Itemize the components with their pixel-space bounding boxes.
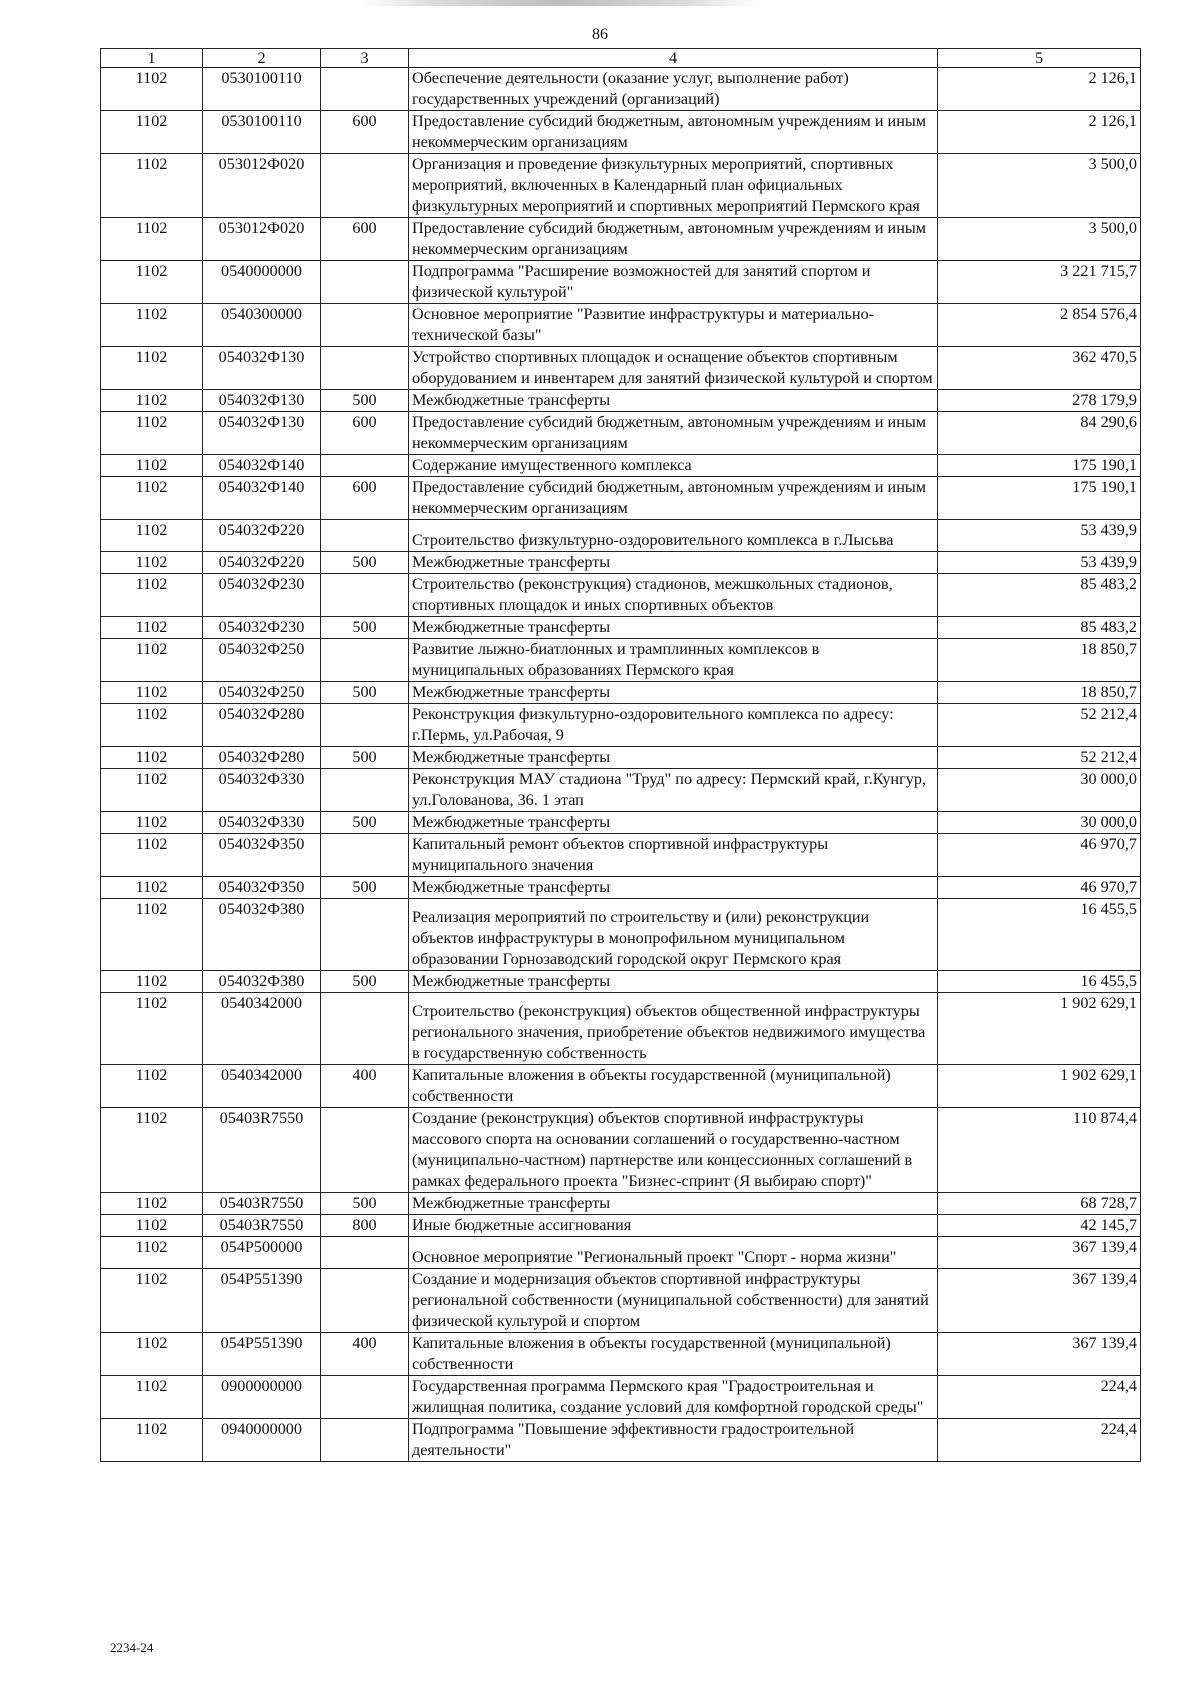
item-name-cell: Реконструкция МАУ стадиона "Труд" по адресу: Пермский край, г.Кунгур, ул.Голованова, 36. 1 этап <box>409 769 938 812</box>
amount-cell: 175 190,1 <box>938 477 1141 520</box>
section-cell: 1102 <box>101 347 203 390</box>
page-number: 86 <box>592 26 608 43</box>
table-row <box>101 218 1141 261</box>
expense-type-cell <box>321 1376 409 1419</box>
amount-cell: 52 212,4 <box>938 704 1141 747</box>
scan-artifact <box>360 0 760 6</box>
amount-cell: 367 139,4 <box>938 1269 1141 1333</box>
amount-cell: 46 970,7 <box>938 877 1141 899</box>
item-name-cell: Предоставление субсидий бюджетным, автономным учреждениям и иным некоммерческим организациям <box>409 412 938 455</box>
section-cell: 1102 <box>101 261 203 304</box>
code-cell: 054032Ф140 <box>203 477 321 520</box>
code-cell: 0540300000 <box>203 304 321 347</box>
expense-type-cell: 600 <box>321 477 409 520</box>
amount-cell: 53 439,9 <box>938 552 1141 574</box>
item-name-cell: Предоставление субсидий бюджетным, автономным учреждениям и иным некоммерческим организациям <box>409 218 938 261</box>
section-cell: 1102 <box>101 1376 203 1419</box>
expense-type-cell: 600 <box>321 412 409 455</box>
section-cell: 1102 <box>101 899 203 971</box>
expense-type-cell <box>321 1419 409 1462</box>
section-cell: 1102 <box>101 639 203 682</box>
table-row <box>101 574 1141 617</box>
item-name-cell: Капитальный ремонт объектов спортивной инфраструктуры муниципального значения <box>409 834 938 877</box>
amount-cell: 367 139,4 <box>938 1333 1141 1376</box>
table-row <box>101 704 1141 747</box>
expense-type-cell <box>321 347 409 390</box>
item-name-cell: Межбюджетные трансферты <box>409 812 938 834</box>
section-cell: 1102 <box>101 1237 203 1269</box>
section-cell: 1102 <box>101 390 203 412</box>
amount-cell: 224,4 <box>938 1419 1141 1462</box>
code-cell: 0540342000 <box>203 993 321 1065</box>
item-name-cell: Организация и проведение физкультурных мероприятий, спортивных мероприятий, включенных в Календарный план официальных физкультурных мероприятий и спортивных мероприятий Пермского края <box>409 154 938 218</box>
expense-type-cell: 500 <box>321 390 409 412</box>
table-row <box>101 993 1141 1065</box>
table-row <box>101 834 1141 877</box>
code-cell: 054032Ф280 <box>203 704 321 747</box>
item-name-cell: Предоставление субсидий бюджетным, автономным учреждениям и иным некоммерческим организациям <box>409 477 938 520</box>
table-header-row <box>101 49 1141 68</box>
amount-cell: 367 139,4 <box>938 1237 1141 1269</box>
section-cell: 1102 <box>101 769 203 812</box>
item-name-cell: Предоставление субсидий бюджетным, автономным учреждениям и иным некоммерческим организациям <box>409 111 938 154</box>
amount-cell: 16 455,5 <box>938 899 1141 971</box>
table-row <box>101 971 1141 993</box>
table-row <box>101 412 1141 455</box>
table-row <box>101 261 1141 304</box>
budget-table <box>100 48 1141 1462</box>
expense-type-cell <box>321 574 409 617</box>
code-cell: 054032Ф350 <box>203 877 321 899</box>
section-cell: 1102 <box>101 412 203 455</box>
amount-cell: 85 483,2 <box>938 617 1141 639</box>
item-name-cell: Основное мероприятие "Региональный проект "Спорт - норма жизни" <box>409 1237 938 1269</box>
code-cell: 0540342000 <box>203 1065 321 1108</box>
table-row <box>101 477 1141 520</box>
section-cell: 1102 <box>101 682 203 704</box>
table-row <box>101 111 1141 154</box>
code-cell: 054032Ф130 <box>203 390 321 412</box>
code-cell: 054032Ф330 <box>203 769 321 812</box>
table-row <box>101 639 1141 682</box>
section-cell: 1102 <box>101 1333 203 1376</box>
expense-type-cell: 500 <box>321 747 409 769</box>
item-name-cell: Межбюджетные трансферты <box>409 617 938 639</box>
item-name-cell: Межбюджетные трансферты <box>409 877 938 899</box>
code-cell: 05403R7550 <box>203 1215 321 1237</box>
expense-type-cell: 500 <box>321 1193 409 1215</box>
code-cell: 0900000000 <box>203 1376 321 1419</box>
code-cell: 0940000000 <box>203 1419 321 1462</box>
amount-cell: 1 902 629,1 <box>938 1065 1141 1108</box>
amount-cell: 224,4 <box>938 1376 1141 1419</box>
code-cell: 054032Ф220 <box>203 552 321 574</box>
table-row <box>101 1065 1141 1108</box>
item-name-cell: Реконструкция физкультурно-оздоровительного комплекса по адресу: г.Пермь, ул.Рабочая, 9 <box>409 704 938 747</box>
amount-cell: 46 970,7 <box>938 834 1141 877</box>
table-row <box>101 617 1141 639</box>
amount-cell: 18 850,7 <box>938 682 1141 704</box>
expense-type-cell: 400 <box>321 1065 409 1108</box>
amount-cell: 30 000,0 <box>938 812 1141 834</box>
amount-cell: 278 179,9 <box>938 390 1141 412</box>
amount-cell: 18 850,7 <box>938 639 1141 682</box>
item-name-cell: Строительство физкультурно-оздоровительного комплекса в г.Лысьва <box>409 520 938 552</box>
header-col-5: 5 <box>938 49 1141 68</box>
section-cell: 1102 <box>101 1269 203 1333</box>
expense-type-cell <box>321 834 409 877</box>
section-cell: 1102 <box>101 704 203 747</box>
table-row <box>101 682 1141 704</box>
amount-cell: 1 902 629,1 <box>938 993 1141 1065</box>
item-name-cell: Создание (реконструкция) объектов спортивной инфраструктуры массового спорта на основании соглашений о государственно-частном (муниципально-частном) партнерстве или концессионных соглашений в рамках федерального проекта "Бизнес-спринт (Я выбираю спорт)" <box>409 1108 938 1193</box>
code-cell: 054032Ф130 <box>203 412 321 455</box>
table-row <box>101 1376 1141 1419</box>
section-cell: 1102 <box>101 617 203 639</box>
item-name-cell: Обеспечение деятельности (оказание услуг, выполнение работ) государственных учреждений (организаций) <box>409 68 938 111</box>
section-cell: 1102 <box>101 477 203 520</box>
section-cell: 1102 <box>101 455 203 477</box>
header-col-1: 1 <box>101 49 203 68</box>
table-row <box>101 390 1141 412</box>
table-row <box>101 877 1141 899</box>
item-name-cell: Иные бюджетные ассигнования <box>409 1215 938 1237</box>
expense-type-cell <box>321 261 409 304</box>
expense-type-cell <box>321 704 409 747</box>
table-row <box>101 747 1141 769</box>
code-cell: 0530100110 <box>203 111 321 154</box>
expense-type-cell <box>321 899 409 971</box>
item-name-cell: Строительство (реконструкция) объектов общественной инфраструктуры регионального значения, приобретение объектов недвижимого имущества в государственную собственность <box>409 993 938 1065</box>
section-cell: 1102 <box>101 747 203 769</box>
table-row <box>101 455 1141 477</box>
amount-cell: 85 483,2 <box>938 574 1141 617</box>
item-name-cell: Строительство (реконструкция) стадионов, межшкольных стадионов, спортивных площадок и иных спортивных объектов <box>409 574 938 617</box>
item-name-cell: Основное мероприятие "Развитие инфраструктуры и материально-технической базы" <box>409 304 938 347</box>
item-name-cell: Развитие лыжно-биатлонных и трамплинных комплексов в муниципальных образованиях Пермского края <box>409 639 938 682</box>
amount-cell: 42 145,7 <box>938 1215 1141 1237</box>
item-name-cell: Межбюджетные трансферты <box>409 747 938 769</box>
amount-cell: 110 874,4 <box>938 1108 1141 1193</box>
code-cell: 054032Ф230 <box>203 617 321 639</box>
table-body <box>101 68 1141 1462</box>
section-cell: 1102 <box>101 1215 203 1237</box>
table-row <box>101 1193 1141 1215</box>
code-cell: 053012Ф020 <box>203 154 321 218</box>
amount-cell: 362 470,5 <box>938 347 1141 390</box>
expense-type-cell: 400 <box>321 1333 409 1376</box>
header-col-4: 4 <box>409 49 938 68</box>
expense-type-cell: 600 <box>321 218 409 261</box>
amount-cell: 2 126,1 <box>938 68 1141 111</box>
amount-cell: 84 290,6 <box>938 412 1141 455</box>
item-name-cell: Государственная программа Пермского края "Градостроительная и жилищная политика, создание условий для комфортной городской среды" <box>409 1376 938 1419</box>
amount-cell: 16 455,5 <box>938 971 1141 993</box>
item-name-cell: Межбюджетные трансферты <box>409 552 938 574</box>
section-cell: 1102 <box>101 971 203 993</box>
code-cell: 054032Ф330 <box>203 812 321 834</box>
amount-cell: 175 190,1 <box>938 455 1141 477</box>
item-name-cell: Устройство спортивных площадок и оснащение объектов спортивным оборудованием и инвентарем для занятий физической культурой и спортом <box>409 347 938 390</box>
item-name-cell: Межбюджетные трансферты <box>409 1193 938 1215</box>
item-name-cell: Реализация мероприятий по строительству и (или) реконструкции объектов инфраструктуры в монопрофильном муниципальном образовании Горнозаводский городской округ Пермского края <box>409 899 938 971</box>
expense-type-cell <box>321 455 409 477</box>
item-name-cell: Создание и модернизация объектов спортивной инфраструктуры региональной собственности (муниципальной собственности) для занятий физической культурой и спортом <box>409 1269 938 1333</box>
section-cell: 1102 <box>101 834 203 877</box>
item-name-cell: Межбюджетные трансферты <box>409 971 938 993</box>
amount-cell: 30 000,0 <box>938 769 1141 812</box>
expense-type-cell: 500 <box>321 877 409 899</box>
code-cell: 054032Ф280 <box>203 747 321 769</box>
expense-type-cell <box>321 154 409 218</box>
table-row <box>101 154 1141 218</box>
section-cell: 1102 <box>101 574 203 617</box>
code-cell: 054032Ф380 <box>203 971 321 993</box>
table-row <box>101 304 1141 347</box>
expense-type-cell <box>321 1269 409 1333</box>
code-cell: 054P551390 <box>203 1333 321 1376</box>
table-row <box>101 1269 1141 1333</box>
code-cell: 054032Ф250 <box>203 639 321 682</box>
expense-type-cell: 500 <box>321 552 409 574</box>
section-cell: 1102 <box>101 812 203 834</box>
code-cell: 054032Ф140 <box>203 455 321 477</box>
code-cell: 05403R7550 <box>203 1193 321 1215</box>
code-cell: 054032Ф130 <box>203 347 321 390</box>
expense-type-cell <box>321 304 409 347</box>
code-cell: 054032Ф250 <box>203 682 321 704</box>
code-cell: 0530100110 <box>203 68 321 111</box>
header-col-2: 2 <box>203 49 321 68</box>
table-row <box>101 1108 1141 1193</box>
table-row <box>101 899 1141 971</box>
table-row <box>101 68 1141 111</box>
code-cell: 054032Ф230 <box>203 574 321 617</box>
section-cell: 1102 <box>101 218 203 261</box>
code-cell: 05403R7550 <box>203 1108 321 1193</box>
expense-type-cell <box>321 993 409 1065</box>
section-cell: 1102 <box>101 304 203 347</box>
expense-type-cell <box>321 520 409 552</box>
table-row <box>101 1333 1141 1376</box>
table-row <box>101 1215 1141 1237</box>
item-name-cell: Межбюджетные трансферты <box>409 682 938 704</box>
item-name-cell: Подпрограмма "Повышение эффективности градостроительной деятельности" <box>409 1419 938 1462</box>
expense-type-cell <box>321 1108 409 1193</box>
section-cell: 1102 <box>101 1193 203 1215</box>
document-code: 2234-24 <box>110 1640 154 1655</box>
expense-type-cell: 500 <box>321 971 409 993</box>
table-row <box>101 347 1141 390</box>
table-row <box>101 1419 1141 1462</box>
section-cell: 1102 <box>101 993 203 1065</box>
amount-cell: 2 126,1 <box>938 111 1141 154</box>
section-cell: 1102 <box>101 154 203 218</box>
section-cell: 1102 <box>101 68 203 111</box>
table-row <box>101 552 1141 574</box>
expense-type-cell <box>321 769 409 812</box>
amount-cell: 3 500,0 <box>938 154 1141 218</box>
section-cell: 1102 <box>101 1419 203 1462</box>
section-cell: 1102 <box>101 552 203 574</box>
code-cell: 054032Ф350 <box>203 834 321 877</box>
amount-cell: 3 221 715,7 <box>938 261 1141 304</box>
code-cell: 054P500000 <box>203 1237 321 1269</box>
expense-type-cell <box>321 68 409 111</box>
expense-type-cell: 800 <box>321 1215 409 1237</box>
amount-cell: 2 854 576,4 <box>938 304 1141 347</box>
table-row <box>101 1237 1141 1269</box>
code-cell: 054032Ф220 <box>203 520 321 552</box>
expense-type-cell: 500 <box>321 682 409 704</box>
table-row <box>101 812 1141 834</box>
section-cell: 1102 <box>101 1065 203 1108</box>
section-cell: 1102 <box>101 1108 203 1193</box>
amount-cell: 52 212,4 <box>938 747 1141 769</box>
item-name-cell: Подпрограмма "Расширение возможностей для занятий спортом и физической культурой" <box>409 261 938 304</box>
amount-cell: 53 439,9 <box>938 520 1141 552</box>
expense-type-cell <box>321 639 409 682</box>
amount-cell: 68 728,7 <box>938 1193 1141 1215</box>
code-cell: 0540000000 <box>203 261 321 304</box>
section-cell: 1102 <box>101 520 203 552</box>
code-cell: 053012Ф020 <box>203 218 321 261</box>
code-cell: 054P551390 <box>203 1269 321 1333</box>
table-row <box>101 520 1141 552</box>
item-name-cell: Межбюджетные трансферты <box>409 390 938 412</box>
code-cell: 054032Ф380 <box>203 899 321 971</box>
section-cell: 1102 <box>101 877 203 899</box>
header-col-3: 3 <box>321 49 409 68</box>
table-row <box>101 769 1141 812</box>
section-cell: 1102 <box>101 111 203 154</box>
expense-type-cell: 600 <box>321 111 409 154</box>
item-name-cell: Капитальные вложения в объекты государственной (муниципальной) собственности <box>409 1065 938 1108</box>
item-name-cell: Капитальные вложения в объекты государственной (муниципальной) собственности <box>409 1333 938 1376</box>
expense-type-cell <box>321 1237 409 1269</box>
amount-cell: 3 500,0 <box>938 218 1141 261</box>
expense-type-cell: 500 <box>321 812 409 834</box>
item-name-cell: Содержание имущественного комплекса <box>409 455 938 477</box>
expense-type-cell: 500 <box>321 617 409 639</box>
